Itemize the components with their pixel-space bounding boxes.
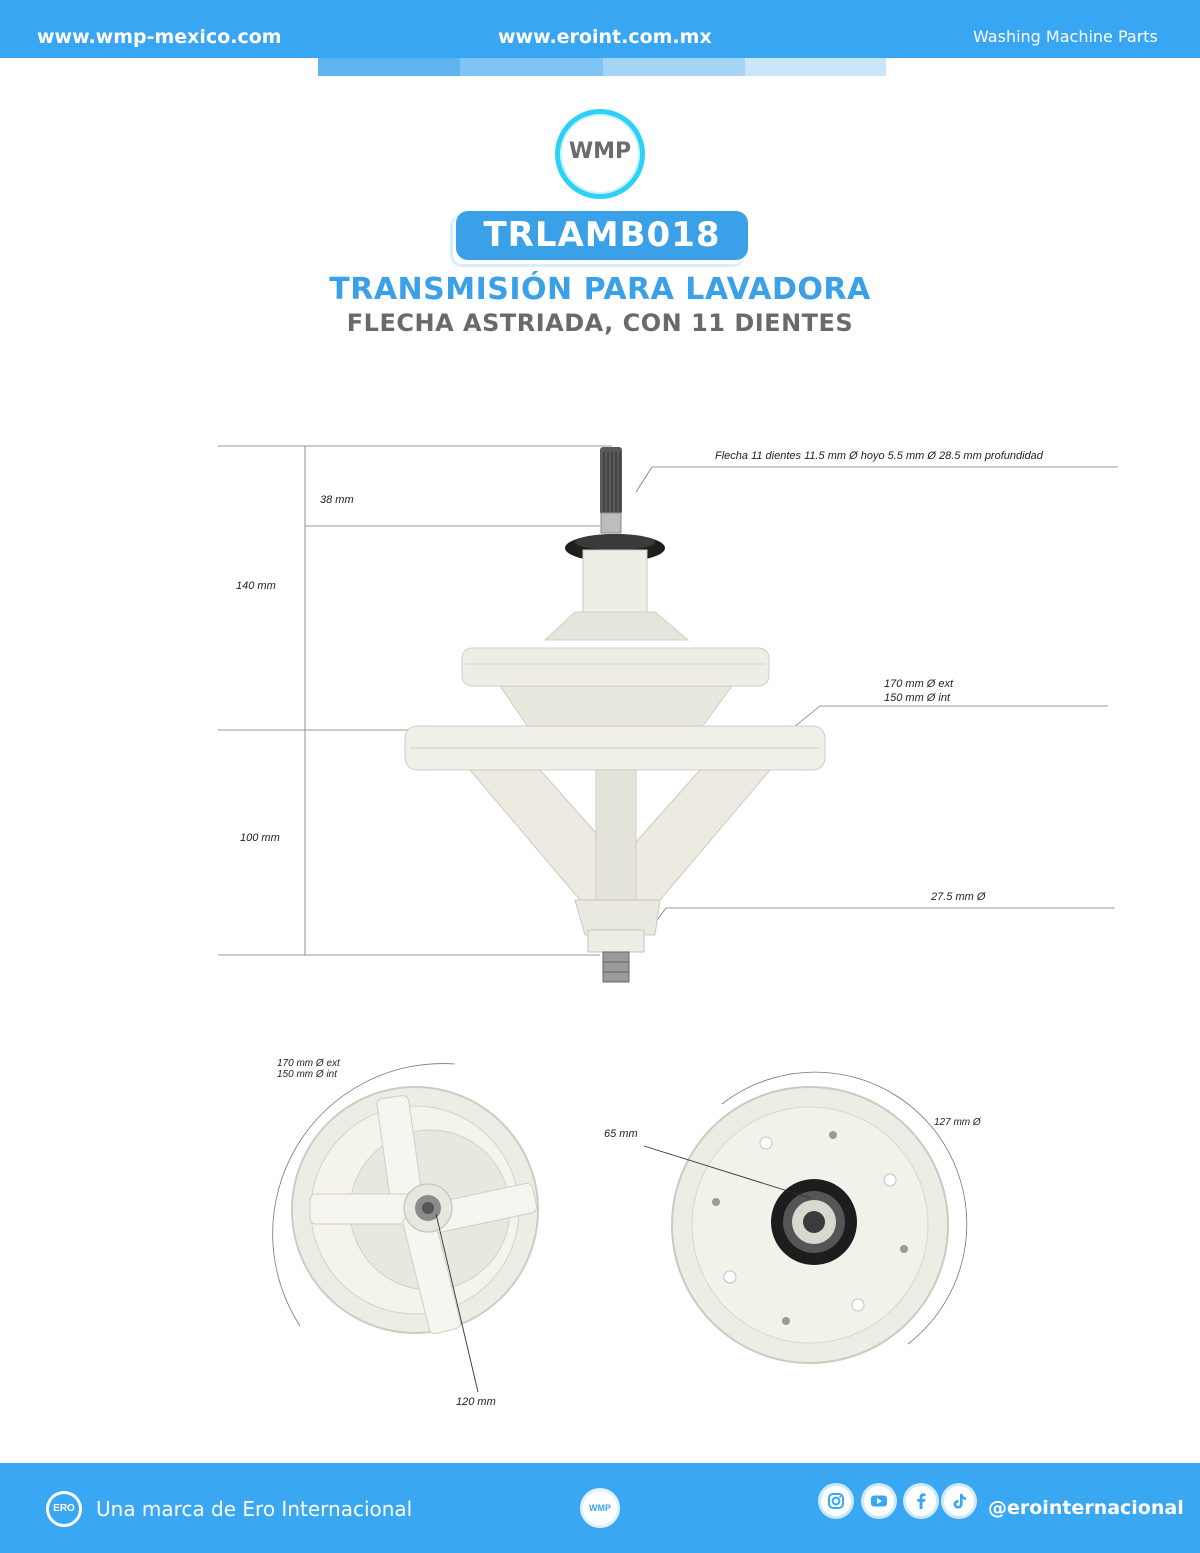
footer-wmp-logo-text: WMP (589, 1503, 611, 1513)
dim-pulley-int: 150 mm Ø int (884, 692, 951, 704)
footer-brand-text: Una marca de Ero Internacional (96, 1497, 413, 1521)
dim-lower-height: 100 mm (240, 832, 280, 844)
instagram-icon[interactable] (821, 1486, 851, 1516)
dim-bottom-view-ext: 170 mm Ø ext (277, 1058, 340, 1069)
transmission-side-view (405, 447, 825, 982)
youtube-icon[interactable] (864, 1486, 894, 1516)
product-title: TRANSMISIÓN PARA LAVADORA (329, 272, 871, 307)
dim-top-view-hub: 65 mm (604, 1128, 638, 1140)
product-subtitle: FLECHA ASTRIADA, CON 11 DIENTES (346, 309, 854, 337)
transmission-top-view (644, 1072, 967, 1363)
footer-wmp-logo (580, 1488, 620, 1528)
product-code-badge: TRLAMB018 (456, 211, 748, 260)
dim-bottom-diameter: 27.5 mm Ø (931, 891, 986, 903)
dim-shaft-spec: Flecha 11 dientes 11.5 mm Ø hoyo 5.5 mm Ø 28.5 mm profundidad (715, 450, 1043, 462)
ero-logo-text: ERO (53, 1503, 75, 1514)
dim-bottom-view-inner: 120 mm (456, 1396, 496, 1408)
transmission-bottom-view (273, 1064, 538, 1392)
dim-top-length: 38 mm (320, 494, 354, 506)
dim-top-view-flange: 127 mm Ø (934, 1117, 981, 1128)
dim-pulley-ext: 170 mm Ø ext (884, 678, 954, 690)
wmp-logo-text: WMP (568, 139, 632, 164)
dim-bottom-view-int: 150 mm Ø int (277, 1069, 338, 1080)
header-tagline: Washing Machine Parts (973, 27, 1158, 46)
website-link-eroint[interactable]: www.eroint.com.mx (498, 26, 712, 48)
footer-bar (0, 1463, 1200, 1553)
facebook-icon[interactable] (906, 1486, 936, 1516)
tiktok-icon[interactable] (944, 1486, 974, 1516)
dim-upper-height: 140 mm (236, 580, 276, 592)
ero-logo (46, 1491, 82, 1527)
website-link-wmp[interactable]: www.wmp-mexico.com (37, 26, 282, 48)
social-handle[interactable]: @erointernacional (988, 1497, 1184, 1519)
